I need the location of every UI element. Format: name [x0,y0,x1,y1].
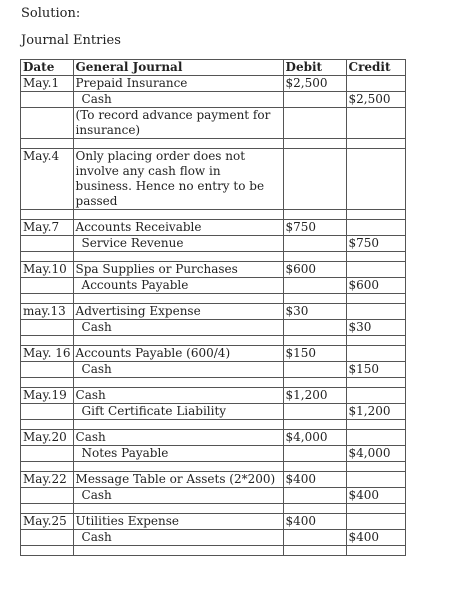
credit-amount [346,472,405,488]
debit-amount [283,236,346,252]
credit-account: Service Revenue [73,236,283,252]
empty-cell [21,139,74,149]
entry-row [21,320,406,336]
empty-cell [346,504,405,514]
debit-amount: $150 [283,346,346,362]
empty-cell [73,420,283,430]
credit-account: Accounts Payable [73,278,283,294]
journal-entries-subtitle: Journal Entries [21,33,121,48]
entry-row [21,262,406,278]
debit-amount: $1,200 [283,388,346,404]
entry-row [21,304,406,320]
credit-account: Cash [73,92,283,108]
journal-table [20,59,406,556]
entry-date: May. 16 [21,346,74,362]
debit-account: Accounts Payable (600/4) [73,346,283,362]
credit-amount: $750 [346,236,405,252]
empty-cell [283,210,346,220]
header-date: Date [21,60,74,76]
credit-account: Cash [73,362,283,378]
entry-row [21,404,406,420]
credit-cell [346,108,405,139]
debit-amount [283,488,346,504]
debit-amount [283,362,346,378]
entry-date [21,278,74,294]
entry-date: May.10 [21,262,74,278]
entry-row [21,236,406,252]
debit-amount: $400 [283,514,346,530]
empty-cell [283,462,346,472]
empty-cell [346,336,405,346]
solution-heading: Solution: [21,6,81,21]
empty-cell [346,139,405,149]
debit-account: Utilities Expense [73,514,283,530]
entry-date [21,404,74,420]
empty-cell [346,420,405,430]
empty-cell [73,139,283,149]
credit-account: Cash [73,488,283,504]
debit-amount: $2,500 [283,76,346,92]
spacer-row [21,504,406,514]
empty-cell [73,378,283,388]
empty-cell [21,462,74,472]
debit-amount: $400 [283,472,346,488]
empty-cell [21,294,74,304]
empty-cell [346,546,405,556]
spacer-row [21,546,406,556]
entry-date [21,92,74,108]
entry-date [21,446,74,462]
empty-cell [283,252,346,262]
empty-cell [21,210,74,220]
empty-cell [21,336,74,346]
credit-amount: $600 [346,278,405,294]
spacer-row [21,462,406,472]
debit-cell [283,149,346,210]
empty-cell [346,210,405,220]
debit-amount: $750 [283,220,346,236]
empty-cell [346,252,405,262]
empty-cell [21,378,74,388]
empty-cell [21,108,74,139]
credit-amount [346,262,405,278]
credit-amount: $2,500 [346,92,405,108]
entry-date: may.13 [21,304,74,320]
credit-amount [346,388,405,404]
entry-row [21,446,406,462]
entry-row [21,362,406,378]
entry-row [21,149,406,210]
credit-amount [346,220,405,236]
spacer-row [21,210,406,220]
empty-cell [73,294,283,304]
empty-cell [283,546,346,556]
debit-amount [283,92,346,108]
credit-amount: $150 [346,362,405,378]
credit-amount [346,304,405,320]
entry-date: May.1 [21,76,74,92]
credit-amount [346,346,405,362]
debit-amount [283,404,346,420]
entry-date [21,488,74,504]
empty-cell [73,210,283,220]
entry-date: May.4 [21,149,74,210]
credit-account: Notes Payable [73,446,283,462]
empty-cell [73,336,283,346]
entry-row [21,472,406,488]
empty-cell [73,546,283,556]
credit-account: Cash [73,320,283,336]
empty-cell [283,294,346,304]
entry-row [21,92,406,108]
debit-amount: $600 [283,262,346,278]
entry-date [21,362,74,378]
entry-note: Only placing order does not involve any cash flow in business. Hence no entry to be passed [73,149,283,210]
debit-amount: $30 [283,304,346,320]
entry-row [21,430,406,446]
spacer-row [21,378,406,388]
empty-cell [346,378,405,388]
debit-amount: $4,000 [283,430,346,446]
credit-amount [346,514,405,530]
entry-narration: (To record advance payment for insurance) [73,108,283,139]
entry-date [21,236,74,252]
empty-cell [21,504,74,514]
credit-amount [346,76,405,92]
empty-cell [283,139,346,149]
debit-account: Message Table or Assets (2*200) [73,472,283,488]
debit-amount [283,530,346,546]
credit-amount: $1,200 [346,404,405,420]
entry-row [21,514,406,530]
journal-body [21,76,406,556]
entry-row [21,530,406,546]
entry-row [21,488,406,504]
spacer-row [21,252,406,262]
empty-cell [283,420,346,430]
empty-cell [73,252,283,262]
debit-account: Prepaid Insurance [73,76,283,92]
debit-amount [283,320,346,336]
entry-row [21,220,406,236]
debit-amount [283,278,346,294]
entry-row [21,388,406,404]
credit-account: Cash [73,530,283,546]
credit-amount [346,430,405,446]
debit-account: Cash [73,388,283,404]
empty-cell [21,420,74,430]
empty-cell [346,294,405,304]
debit-account: Accounts Receivable [73,220,283,236]
header-credit: Credit [346,60,405,76]
credit-amount: $400 [346,488,405,504]
debit-amount [283,446,346,462]
header-general-journal: General Journal [73,60,283,76]
entry-row [21,76,406,92]
debit-cell [283,108,346,139]
entry-date: May.7 [21,220,74,236]
credit-amount: $4,000 [346,446,405,462]
spacer-row [21,336,406,346]
credit-amount: $400 [346,530,405,546]
empty-cell [283,504,346,514]
entry-date: May.25 [21,514,74,530]
credit-cell [346,149,405,210]
debit-account: Advertising Expense [73,304,283,320]
spacer-row [21,294,406,304]
entry-narration-row [21,108,406,139]
empty-cell [283,378,346,388]
entry-row [21,346,406,362]
empty-cell [283,336,346,346]
empty-cell [73,504,283,514]
spacer-row [21,139,406,149]
entry-date [21,320,74,336]
empty-cell [346,462,405,472]
empty-cell [21,546,74,556]
debit-account: Spa Supplies or Purchases [73,262,283,278]
entry-row [21,278,406,294]
entry-date [21,530,74,546]
spacer-row [21,420,406,430]
empty-cell [21,252,74,262]
entry-date: May.19 [21,388,74,404]
entry-date: May.20 [21,430,74,446]
empty-cell [73,462,283,472]
credit-account: Gift Certificate Liability [73,404,283,420]
header-row [21,60,406,76]
header-debit: Debit [283,60,346,76]
credit-amount: $30 [346,320,405,336]
entry-date: May.22 [21,472,74,488]
debit-account: Cash [73,430,283,446]
